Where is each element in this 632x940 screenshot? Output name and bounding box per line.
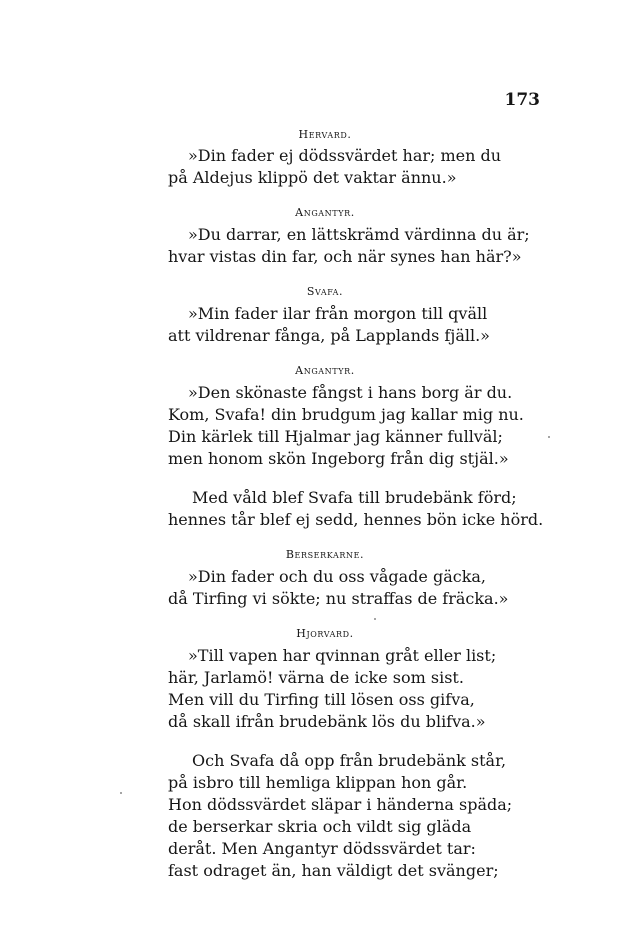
- speaker-heading: Angantyr.: [295, 364, 355, 377]
- verse-line: deråt. Men Angantyr dödssvärdet tar:: [168, 839, 476, 858]
- verse-line: »Din fader ej dödssvärdet har; men du: [188, 146, 502, 165]
- verse-line: de berserkar skria och vildt sig gläda: [168, 817, 472, 836]
- verse-line: fast odraget än, han väldigt det svänger;: [168, 861, 499, 880]
- print-speck: [548, 436, 550, 438]
- verse-line: »Du darrar, en lättskrämd värdinna du är;: [188, 225, 530, 244]
- verse-line: Och Svafa då opp från brudebänk står,: [192, 751, 507, 770]
- page-number: 173: [504, 90, 540, 110]
- verse-line: hennes tår blef ej sedd, hennes bön icke hörd.: [168, 510, 544, 529]
- verse-line: Din kärlek till Hjalmar jag känner fullväl;: [168, 427, 503, 446]
- verse-line: Men vill du Tirfing till lösen oss gifva,: [168, 690, 475, 709]
- speaker-heading: Angantyr.: [295, 206, 355, 219]
- verse-line: att vildrenar fånga, på Lapplands fjäll.»: [168, 326, 490, 345]
- verse-line: »Den skönaste fångst i hans borg är du.: [188, 383, 513, 402]
- verse-line: Kom, Svafa! din brudgum jag kallar mig nu.: [168, 405, 524, 424]
- verse-line: Med våld blef Svafa till brudebänk förd;: [192, 488, 517, 507]
- verse-line: då skall ifrån brudebänk lös du blifva.»: [168, 712, 486, 731]
- speaker-heading: Svafa.: [306, 285, 344, 298]
- verse-line: »Min fader ilar från morgon till qväll: [188, 304, 488, 323]
- verse-line: hvar vistas din far, och när synes han här?»: [168, 247, 522, 266]
- speaker-heading: Hjorvard.: [296, 627, 354, 640]
- print-speck: [120, 792, 122, 794]
- verse-line: men honom skön Ingeborg från dig stjäl.»: [168, 449, 509, 468]
- verse-line: på isbro till hemliga klippan hon går.: [168, 773, 468, 792]
- verse-line: på Aldejus klippö det vaktar ännu.»: [168, 168, 457, 187]
- speaker-heading: Berserkarne.: [285, 548, 365, 561]
- verse-line: »Din fader och du oss vågade gäcka,: [188, 567, 487, 586]
- print-speck: [374, 618, 376, 620]
- verse-line: Hon dödssvärdet släpar i händerna späda;: [168, 795, 513, 814]
- verse-line: här, Jarlamö! värna de icke som sist.: [168, 668, 464, 687]
- verse-line: »Till vapen har qvinnan gråt eller list;: [188, 646, 497, 665]
- verse-line: då Tirfing vi sökte; nu straffas de fräcka.»: [168, 589, 509, 608]
- speaker-heading: Hervard.: [298, 128, 352, 141]
